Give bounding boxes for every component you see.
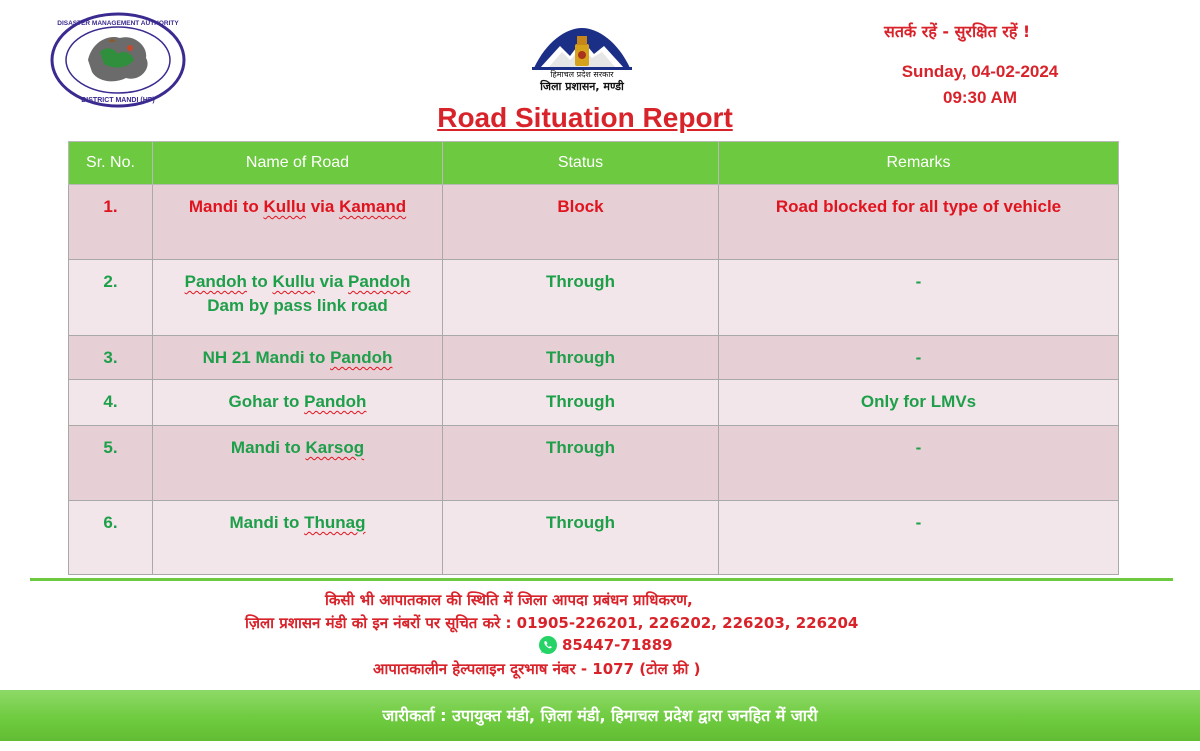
table-row [69,501,1119,575]
cell-status: Through [443,260,719,336]
emergency-notice-line-1: किसी भी आपातकाल की स्थिति में जिला आपदा प्रबंधन प्राधिकरण, [325,591,693,609]
report-date: Sunday, 04-02-2024 [901,62,1059,81]
emblem-caption-line-1: हिमाचल प्रदेश सरकार [550,70,614,79]
cell-status: Through [443,336,719,380]
helpline-notice: आपातकालीन हेल्पलाइन दूरभाष नंबर - 1077 (टोल फ्री ) [373,660,701,678]
cell-sr-no: 6. [69,501,153,575]
header-sr-no: Sr. No. [69,142,153,185]
cell-remarks: - [719,501,1119,575]
issuer-note: जारीकर्ता : उपायुक्त मंडी, ज़िला मंडी, हिमाचल प्रदेश द्वारा जनहित में जारी [382,706,818,725]
table-row [69,260,1119,336]
page-title: Road Situation Report [437,102,733,133]
report-time: 09:30 AM [942,88,1017,107]
cell-sr-no: 3. [69,336,153,380]
cell-remarks: Road blocked for all type of vehicle [719,185,1119,260]
cell-status: Block [443,185,719,260]
ddma-seal-logo [48,12,188,108]
cell-remarks: - [719,336,1119,380]
table-header-row [69,142,1119,185]
emblem-caption [526,70,638,94]
cell-road-name: Mandi to Kullu via Kamand [153,185,443,260]
cell-remarks: - [719,426,1119,501]
cell-remarks: - [719,260,1119,336]
table-row [69,336,1119,380]
divider [30,578,1173,581]
emblem-caption-line-2: जिला प्रशासन, मण्डी [540,80,624,93]
cell-road-name: NH 21 Mandi to Pandoh [153,336,443,380]
slogan: सतर्क रहें - सुरक्षित रहें ! [884,22,1031,41]
cell-road-name: Pandoh to Kullu via Pandoh Dam by pass link road [153,260,443,336]
whatsapp-icon [538,635,558,655]
cell-sr-no: 2. [69,260,153,336]
road-situation-table [68,141,1119,575]
emergency-notice-line-2: ज़िला प्रशासन मंडी को इन नंबरों पर सूचित करे : 01905-226201, 226202, 226203, 226204 [245,614,859,632]
cell-road-name: Mandi to Karsog [153,426,443,501]
table-row [69,185,1119,260]
cell-sr-no: 5. [69,426,153,501]
cell-road-name: Mandi to Thunag [153,501,443,575]
header-road-name: Name of Road [153,142,443,185]
cell-sr-no: 4. [69,380,153,426]
table-row [69,380,1119,426]
cell-remarks: Only for LMVs [719,380,1119,426]
svg-text:DISASTER MANAGEMENT AUTHORITY: DISASTER MANAGEMENT AUTHORITY [57,20,179,27]
whatsapp-contact [538,635,673,655]
cell-road-name: Gohar to Pandoh [153,380,443,426]
svg-text:DISTRICT MANDI (HP): DISTRICT MANDI (HP) [81,97,155,104]
header-remarks: Remarks [719,142,1119,185]
cell-status: Through [443,380,719,426]
cell-status: Through [443,501,719,575]
header-status: Status [443,142,719,185]
cell-status: Through [443,426,719,501]
cell-sr-no: 1. [69,185,153,260]
whatsapp-number: 85447-71889 [562,636,673,654]
table-row [69,426,1119,501]
